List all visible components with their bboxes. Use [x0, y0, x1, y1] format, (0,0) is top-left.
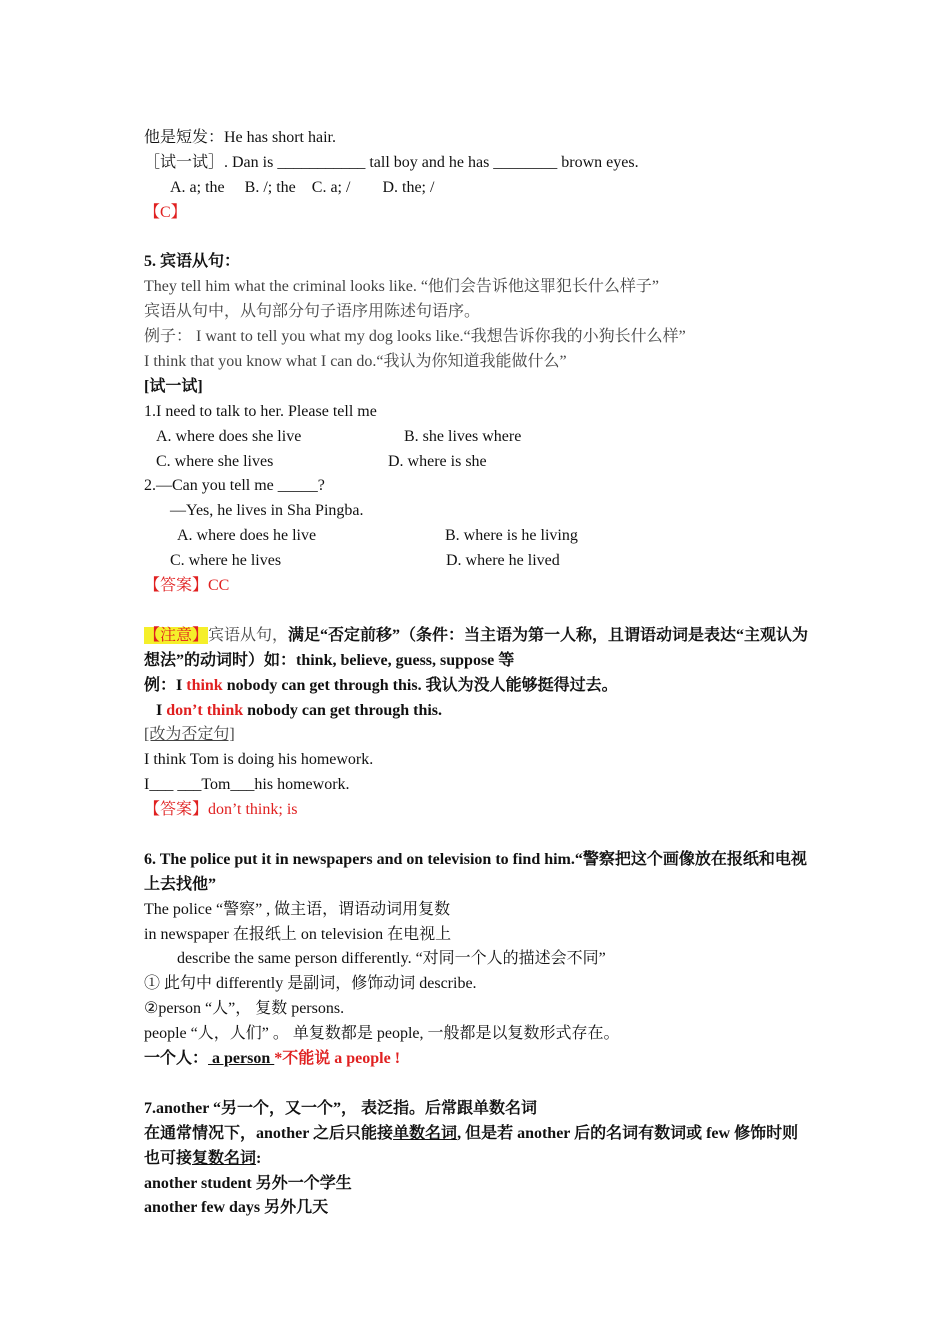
rule-text: , 但是若 another 后的名词有数词或 few 修饰时则也可接	[144, 1124, 799, 1167]
text-line: describe the same person differently. “对同一个人的描述会不同”	[177, 950, 606, 968]
exercise-question: 1.I need to talk to her. Please tell me	[144, 402, 377, 420]
text-line: 宾语从句中，从句部分句子语序用陈述句语序。	[144, 303, 481, 321]
rule-text: :	[256, 1149, 262, 1167]
exercise-question: ［试一试］. Dan is ___________ tall boy and he has ________ brown eyes.	[144, 153, 639, 171]
note-paragraph	[144, 624, 814, 674]
example-line	[144, 699, 814, 724]
option-a: A. where does she live	[156, 427, 302, 445]
text-line: ②person “人”， 复数 persons.	[144, 1000, 345, 1018]
example-suffix: nobody can get through this. 我认为没人能够挺得过去。	[222, 676, 618, 694]
option-a: A. where does he live	[177, 527, 317, 545]
note-text-bold: 满足“否定前移”（条件：当主语为第一人称，且谓语动词是表达“主观认为想法”的动词时）如：think, believe, guess, suppose 等	[144, 626, 809, 669]
warning-text: *不能说 a people !	[274, 1050, 401, 1068]
text-line: They tell him what the criminal looks like. “他们会告诉他这罪犯长什么样子”	[144, 278, 660, 296]
text-line: people “人，人们” 。 单复数都是 people, 一般都是以复数形式存在。	[144, 1025, 620, 1043]
underlined-term: 单数名词	[393, 1124, 458, 1142]
answer: 【答案】CC	[144, 577, 230, 595]
answer: 【C】	[144, 203, 187, 221]
section-title: 5. 宾语从句：	[144, 253, 241, 271]
note-text: 宾语从句，	[208, 626, 289, 644]
option-c: C. where he lives	[170, 552, 282, 570]
document-page	[144, 126, 814, 1221]
option-c: C. a; /	[311, 178, 351, 196]
exercise-heading: [改为否定句]	[144, 726, 235, 744]
exercise-question: 2.—Can you tell me _____?	[144, 477, 325, 495]
text-line: The police “警察” , 做主语，谓语动词用复数	[144, 900, 451, 918]
text-line: I___ ___Tom___his homework.	[144, 776, 350, 794]
example-highlight: think	[186, 676, 223, 694]
option-d: D. where he lived	[446, 552, 560, 570]
exercise-reply: —Yes, he lives in Sha Pingba.	[170, 502, 364, 520]
option-a: A. a; the	[170, 178, 225, 196]
example-line: another few days 另外几天	[144, 1199, 329, 1217]
text-line: I think that you know what I can do.“我认为你知道我能做什么”	[144, 353, 567, 371]
text-line: ① 此句中 differently 是副词，修饰动词 describe.	[144, 975, 477, 993]
exercise-options	[144, 549, 814, 574]
example-line	[144, 674, 814, 699]
rule-paragraph	[144, 1122, 814, 1172]
section-title: 6. The police put it in newspapers and on television to find him.“警察把这个画像放在报纸和电视上去找他”	[144, 850, 807, 893]
example-suffix: nobody can get through this.	[243, 701, 443, 719]
option-d: D. where is she	[388, 452, 487, 470]
option-c: C. where she lives	[156, 452, 274, 470]
option-b: B. she lives where	[404, 427, 522, 445]
exercise-options	[144, 450, 814, 475]
text-line: I think Tom is doing his homework.	[144, 751, 374, 769]
option-b: B. /; the	[244, 178, 296, 196]
example-line: another student 另外一个学生	[144, 1174, 352, 1192]
rule-text: 在通常情况下，another 之后只能接	[144, 1124, 394, 1142]
text-line: in newspaper 在报纸上 on television 在电视上	[144, 925, 452, 943]
exercise-options	[144, 176, 814, 201]
example-prefix: I	[156, 701, 167, 719]
exercise-heading: [试一试]	[144, 377, 203, 395]
exercise-options	[144, 524, 814, 549]
note-tag: 【注意】	[144, 626, 209, 644]
section-title: 7.another “另一个，又一个”， 表泛指。后常跟单数名词	[144, 1099, 538, 1117]
exercise-options	[144, 425, 814, 450]
answer: 【答案】don’t think; is	[144, 801, 298, 819]
option-d: D. the; /	[382, 178, 435, 196]
label: 一个人：	[144, 1050, 209, 1068]
text-line: 例子： I want to tell you what my dog looks like.“我想告诉你我的小狗长什么样”	[144, 328, 686, 346]
example-highlight: don’t think	[166, 701, 244, 719]
text-line	[144, 1047, 814, 1072]
option-b: B. where is he living	[445, 527, 578, 545]
underlined-term: 复数名词	[192, 1149, 257, 1167]
example-prefix: 例：I	[144, 676, 187, 694]
underlined-term: a person	[208, 1050, 275, 1068]
text-line: 他是短发：He has short hair.	[144, 129, 336, 146]
